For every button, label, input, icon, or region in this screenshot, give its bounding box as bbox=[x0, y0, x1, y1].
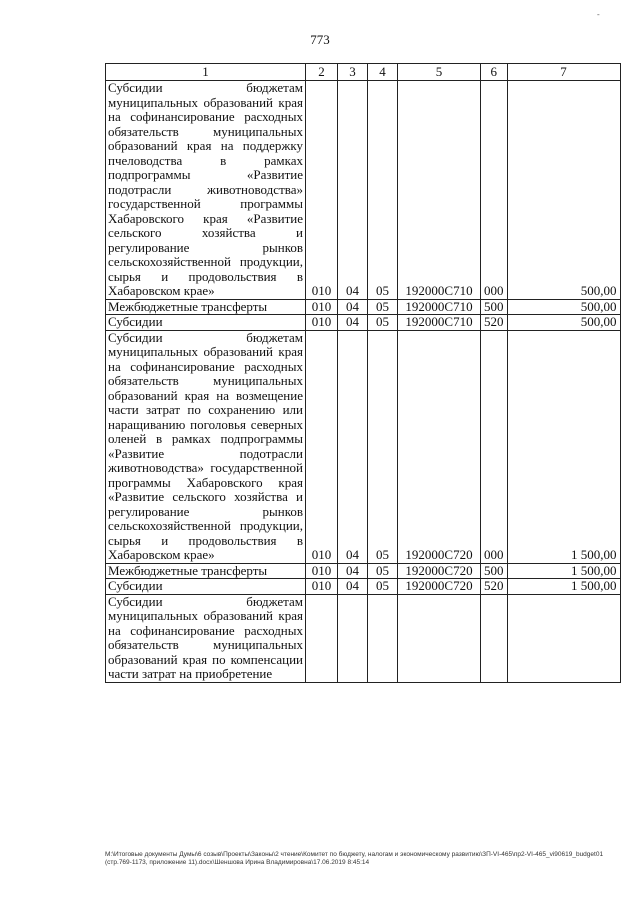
cell-expense-type: 500 bbox=[481, 299, 508, 315]
cell-ministry: 010 bbox=[306, 563, 338, 579]
cell-amount: 1 500,00 bbox=[507, 579, 620, 595]
cell-section: 04 bbox=[338, 330, 368, 563]
cell-target-article: 192000С720 bbox=[398, 563, 481, 579]
row-name: Субсидии bbox=[106, 315, 306, 331]
cell-ministry bbox=[306, 594, 338, 682]
corner-mark: - bbox=[597, 10, 600, 19]
cell-amount bbox=[507, 594, 620, 682]
cell-target-article: 192000С720 bbox=[398, 579, 481, 595]
cell-subsection: 05 bbox=[368, 330, 398, 563]
row-name: Субсидии бюджетам муниципальных образований края на софинансирование расходных обязательств муниципальных образований края по компенсации части затрат на приобретение bbox=[106, 594, 306, 682]
column-header: 2 bbox=[306, 64, 338, 81]
cell-amount: 500,00 bbox=[507, 299, 620, 315]
column-header: 4 bbox=[368, 64, 398, 81]
cell-ministry: 010 bbox=[306, 81, 338, 300]
cell-ministry: 010 bbox=[306, 579, 338, 595]
cell-ministry: 010 bbox=[306, 299, 338, 315]
cell-section: 04 bbox=[338, 299, 368, 315]
cell-expense-type: 500 bbox=[481, 563, 508, 579]
cell-subsection: 05 bbox=[368, 579, 398, 595]
cell-expense-type: 520 bbox=[481, 579, 508, 595]
cell-ministry: 010 bbox=[306, 330, 338, 563]
cell-target-article: 192000С710 bbox=[398, 315, 481, 331]
row-name: Субсидии бюджетам муниципальных образований края на софинансирование расходных обязательств муниципальных образований края на поддержку пчеловодства в рамках подпрограммы «Развитие подотрасли животноводства» государственной программы Хабаровского края «Развитие сельского хозяйства и регулирование рынков сельскохозяйственной продукции, сырья и продовольствия в Хабаровском крае» bbox=[106, 81, 306, 300]
row-name: Субсидии bbox=[106, 579, 306, 595]
cell-ministry: 010 bbox=[306, 315, 338, 331]
column-header: 1 bbox=[106, 64, 306, 81]
cell-subsection: 05 bbox=[368, 563, 398, 579]
cell-section: 04 bbox=[338, 315, 368, 331]
table-row bbox=[106, 330, 621, 563]
row-name: Межбюджетные трансферты bbox=[106, 299, 306, 315]
table-row bbox=[106, 81, 621, 300]
header-row bbox=[106, 64, 621, 81]
cell-target-article bbox=[398, 594, 481, 682]
cell-section: 04 bbox=[338, 563, 368, 579]
cell-amount: 1 500,00 bbox=[507, 330, 620, 563]
row-name: Субсидии бюджетам муниципальных образований края на софинансирование расходных обязательств муниципальных образований края на возмещение части затрат по сохранению или наращиванию поголовья северных оленей в рамках подпрограммы «Развитие подотрасли животноводства» государственной программы Хабаровского края «Развитие сельского хозяйства и регулирование рынков сельскохозяйственной продукции, сырья и продовольствия в Хабаровском крае» bbox=[106, 330, 306, 563]
cell-expense-type: 520 bbox=[481, 315, 508, 331]
cell-section bbox=[338, 594, 368, 682]
column-header: 5 bbox=[398, 64, 481, 81]
cell-amount: 500,00 bbox=[507, 315, 620, 331]
table-row bbox=[106, 563, 621, 579]
page-number: 773 bbox=[310, 32, 330, 47]
cell-section: 04 bbox=[338, 81, 368, 300]
table-row bbox=[106, 299, 621, 315]
cell-target-article: 192000С720 bbox=[398, 330, 481, 563]
cell-target-article: 192000С710 bbox=[398, 299, 481, 315]
cell-subsection: 05 bbox=[368, 315, 398, 331]
cell-section: 04 bbox=[338, 579, 368, 595]
column-header: 7 bbox=[507, 64, 620, 81]
table-row bbox=[106, 594, 621, 682]
cell-expense-type: 000 bbox=[481, 330, 508, 563]
document-path-footer: М:\Итоговые документы Думы\6 созыв\Проекты\Законы\2 чтение\Комитет по бюджету, налогам и экономическому развитию\ЗП-VI-465\пр2-VI-465_vi90619_budget01 (стр.769-1173, приложение 11).docx\Шеншова Ирина Владимировна\17.06.2019 8:45:14 bbox=[105, 851, 604, 866]
cell-expense-type: 000 bbox=[481, 81, 508, 300]
cell-expense-type bbox=[481, 594, 508, 682]
cell-amount: 1 500,00 bbox=[507, 563, 620, 579]
column-header: 6 bbox=[481, 64, 508, 81]
budget-table bbox=[105, 63, 621, 683]
cell-amount: 500,00 bbox=[507, 81, 620, 300]
cell-subsection: 05 bbox=[368, 299, 398, 315]
cell-target-article: 192000С710 bbox=[398, 81, 481, 300]
cell-subsection: 05 bbox=[368, 81, 398, 300]
table-row bbox=[106, 579, 621, 595]
table-row bbox=[106, 315, 621, 331]
cell-subsection bbox=[368, 594, 398, 682]
column-header: 3 bbox=[338, 64, 368, 81]
row-name: Межбюджетные трансферты bbox=[106, 563, 306, 579]
